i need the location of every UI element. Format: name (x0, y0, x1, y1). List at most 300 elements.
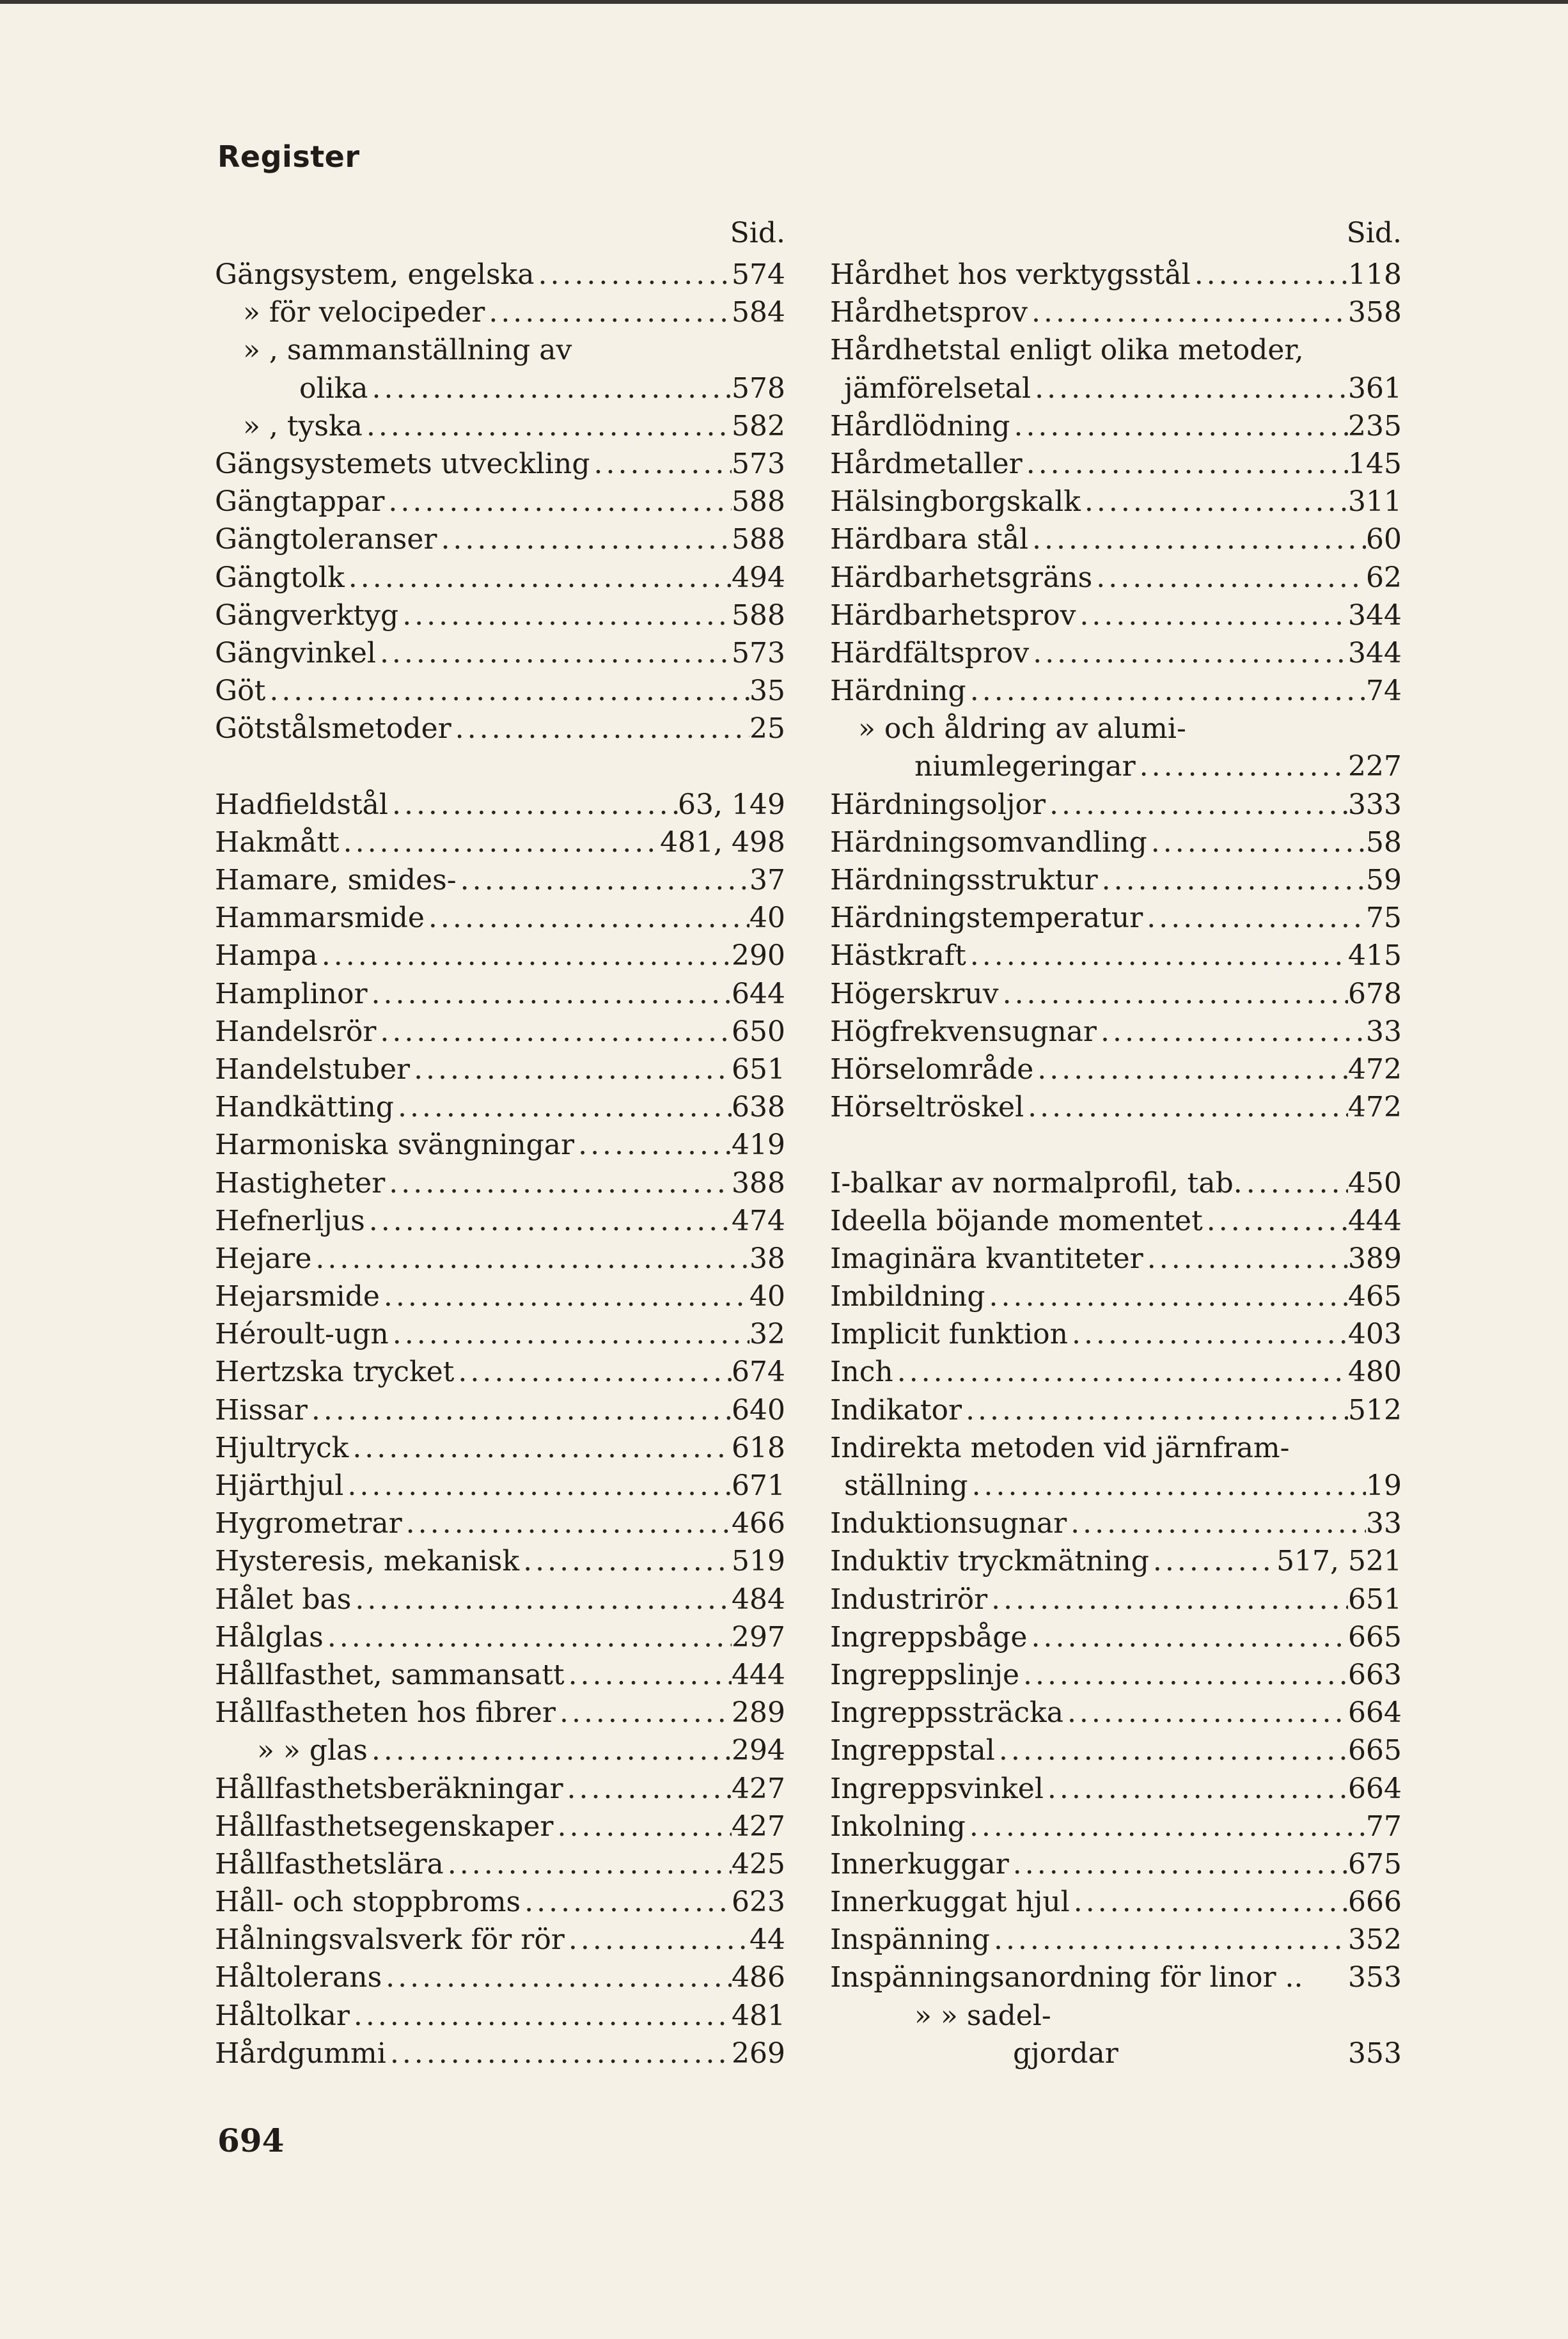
index-term: Hamplinor (215, 977, 368, 1010)
dot-leader (1147, 824, 1366, 861)
index-entry (215, 1315, 785, 1353)
index-page-number: 289 (732, 1696, 785, 1730)
dot-leader (1044, 1770, 1348, 1808)
index-page-number: 60 (1366, 523, 1402, 556)
index-term: Gängtolk (215, 561, 345, 594)
index-entry (215, 1467, 785, 1505)
index-page-number: 512 (1348, 1393, 1402, 1427)
index-entry (215, 1429, 785, 1467)
index-page-number: 361 (1348, 372, 1402, 405)
index-term: Indikator (830, 1393, 962, 1427)
index-entry (215, 1959, 785, 1996)
index-term: jämförelsetal (844, 372, 1031, 405)
index-page-number: 33 (1366, 1015, 1402, 1048)
index-term: Handelsrör (215, 1015, 377, 1048)
index-term: Ideella böjande momentet (830, 1204, 1203, 1237)
index-entry (830, 1013, 1402, 1051)
index-term: Ingreppstal (830, 1734, 995, 1767)
dot-leader (1203, 1202, 1348, 1240)
dot-leader (384, 483, 732, 520)
index-term: gjordar (1013, 2037, 1118, 2070)
index-page-number: 63, 149 (678, 788, 785, 821)
index-entry (830, 710, 1402, 747)
dot-leader (485, 293, 732, 331)
index-term: Hakmått (215, 825, 340, 859)
index-entry (830, 747, 1402, 785)
dot-leader (340, 824, 660, 861)
index-term: Gängvinkel (215, 636, 376, 669)
index-entry (830, 1391, 1402, 1429)
dot-leader (1143, 1240, 1348, 1278)
dot-leader (985, 1278, 1349, 1315)
dot-leader (451, 710, 749, 747)
index-term: Hastigheter (215, 1166, 386, 1200)
index-page-number: 638 (732, 1091, 785, 1124)
dot-leader (437, 520, 732, 558)
index-term: Härdning (830, 675, 966, 708)
index-page-number: 389 (1348, 1242, 1402, 1275)
dot-leader (1068, 1315, 1348, 1353)
index-entry (830, 1542, 1402, 1580)
index-page-number: 59 (1366, 864, 1402, 896)
index-entry (830, 483, 1402, 520)
index-term: Gängverktyg (215, 598, 399, 632)
index-page-number: 472 (1348, 1052, 1402, 1086)
index-entry (215, 1202, 785, 1240)
dot-leader (457, 861, 749, 899)
index-page-number: 663 (1348, 1658, 1402, 1691)
index-term: Hårdlödning (830, 409, 1010, 442)
index-entry (215, 1164, 785, 1202)
dot-leader (1010, 407, 1348, 445)
index-entry (215, 331, 785, 369)
index-entry (215, 1921, 785, 1959)
index-entry (215, 1542, 785, 1580)
index-entry (215, 407, 785, 445)
index-term: Härdningsomvandling (830, 825, 1147, 859)
page-header: Register (217, 139, 360, 174)
index-entry (830, 520, 1402, 558)
index-term: Induktiv tryckmätning (830, 1545, 1149, 1578)
index-entry (215, 1997, 785, 2035)
dot-leader (1143, 899, 1366, 937)
index-entry (215, 597, 785, 634)
dot-leader (350, 1997, 732, 2035)
index-entry (215, 256, 785, 293)
index-term: Hjärthjul (215, 1469, 344, 1502)
index-page-number: 38 (749, 1242, 785, 1275)
dot-leader (1136, 747, 1348, 785)
index-page-number: 444 (732, 1658, 785, 1691)
index-page-number: 651 (732, 1052, 785, 1086)
index-entry (215, 1051, 785, 1088)
index-entry (830, 1164, 1402, 1202)
index-entry (830, 824, 1402, 861)
dot-leader (380, 1278, 749, 1315)
dot-leader (1024, 1088, 1348, 1126)
dot-leader (382, 1959, 732, 1996)
index-page-number: 584 (732, 296, 785, 329)
index-entry (830, 1845, 1402, 1883)
index-page-number: 40 (749, 1280, 785, 1313)
index-entry (830, 899, 1402, 937)
index-term: Hållfasthetslära (215, 1847, 444, 1881)
index-term: Ingreppslinje (830, 1658, 1020, 1691)
index-entry (215, 975, 785, 1013)
index-term: Hårdhetstal enligt olika metoder, (830, 334, 1304, 367)
dot-leader (1070, 1883, 1348, 1921)
index-term: Hållfastheten hos fibrer (215, 1696, 556, 1730)
index-page-number: 294 (732, 1734, 785, 1767)
index-page-number: 40 (749, 902, 785, 935)
index-page-number: 145 (1348, 447, 1402, 480)
dot-leader (966, 937, 1348, 974)
index-term: Hårdhetsprov (830, 296, 1028, 329)
index-entry (215, 1770, 785, 1808)
dot-leader (1063, 1694, 1348, 1732)
index-term: Hejarsmide (215, 1280, 380, 1313)
index-term: » , tyska (243, 409, 363, 442)
index-entry (215, 1845, 785, 1883)
index-entry (215, 370, 785, 407)
index-term: Hygrometrar (215, 1507, 402, 1540)
index-term: Håll- och stoppbroms (215, 1886, 521, 1919)
dot-leader (388, 786, 678, 824)
index-page-number: 58 (1366, 825, 1402, 859)
index-term: Härdbara stål (830, 523, 1029, 556)
dot-leader (1149, 1542, 1276, 1580)
index-term: Hissar (215, 1393, 308, 1427)
dot-leader (343, 1467, 732, 1505)
index-term: » » sadel- (914, 1999, 1051, 2032)
column-head-sid: Sid. (1346, 217, 1402, 249)
index-page-number: 403 (1348, 1318, 1402, 1351)
index-entry (215, 786, 785, 824)
dot-leader (1098, 861, 1366, 899)
index-entry (830, 786, 1402, 824)
index-entry (830, 293, 1402, 331)
dot-leader (962, 1391, 1348, 1429)
index-term: Gängsystemets utveckling (215, 447, 590, 480)
dot-leader (1027, 1618, 1348, 1656)
index-page-number: 450 (1348, 1166, 1402, 1200)
index-entry (215, 1618, 785, 1656)
dot-leader (1191, 256, 1348, 293)
index-page-number: 227 (1348, 750, 1402, 783)
dot-leader (308, 1391, 732, 1429)
index-entry (830, 2035, 1402, 2072)
index-entry (830, 1656, 1402, 1694)
dot-leader (1097, 1013, 1366, 1051)
dot-leader (1092, 559, 1366, 597)
page-number: 694 (217, 2122, 285, 2159)
index-term: Innerkuggat hjul (830, 1886, 1070, 1919)
index-page-number: 465 (1348, 1280, 1402, 1313)
dot-leader (968, 1467, 1366, 1505)
index-entry (830, 937, 1402, 974)
index-entry (830, 1808, 1402, 1845)
index-page-number: 665 (1348, 1620, 1402, 1654)
index-entry (830, 1051, 1402, 1088)
index-page-number: 353 (1348, 1961, 1402, 1994)
index-page-number: 675 (1348, 1847, 1402, 1881)
index-entry (830, 1467, 1402, 1505)
index-term: Imbildning (830, 1280, 985, 1313)
index-entry (830, 1921, 1402, 1959)
index-term: Hadfieldstål (215, 788, 388, 821)
index-entry (830, 1088, 1402, 1126)
index-entry (215, 634, 785, 672)
index-page-number: 588 (732, 485, 785, 519)
index-term: Inkolning (830, 1810, 966, 1843)
index-term: Härdbarhetsprov (830, 598, 1076, 632)
index-page-number: 640 (732, 1393, 785, 1427)
index-entry (830, 597, 1402, 634)
index-entry (215, 483, 785, 520)
index-page-number: 269 (732, 2037, 785, 2070)
index-term: Inspänningsanordning för linor .. (830, 1961, 1303, 1994)
index-term: Hårdmetaller (830, 447, 1023, 480)
index-page-number: 425 (732, 1847, 785, 1881)
index-entry (215, 710, 785, 747)
index-page-number: 74 (1366, 675, 1402, 708)
dot-leader (1046, 786, 1348, 824)
dot-leader (987, 1581, 1348, 1618)
index-page-number: 37 (749, 864, 785, 896)
index-page-number: 481 (732, 1999, 785, 2032)
index-term: Hårdgummi (215, 2037, 386, 2070)
index-section-gap (215, 747, 785, 785)
index-page-number: 44 (749, 1923, 785, 1957)
index-page-number: 311 (1348, 485, 1402, 519)
index-page-number: 419 (732, 1129, 785, 1162)
index-entry (830, 559, 1402, 597)
index-page-number: 19 (1366, 1469, 1402, 1502)
dot-leader (553, 1808, 732, 1845)
index-entry (215, 1278, 785, 1315)
index-page-number: 651 (1348, 1583, 1402, 1616)
dot-leader (1243, 1164, 1348, 1202)
dot-leader (363, 407, 732, 445)
index-entry (215, 861, 785, 899)
index-page-number: 290 (732, 939, 785, 973)
dot-leader (995, 1732, 1348, 1769)
index-page-number: 480 (1348, 1356, 1402, 1389)
index-term: olika (299, 372, 368, 405)
index-entry (215, 1505, 785, 1542)
dot-leader (966, 672, 1366, 710)
index-term: Håltolkar (215, 1999, 350, 2032)
index-term: Hamare, smides- (215, 864, 457, 896)
dot-leader (368, 975, 732, 1013)
dot-leader (349, 1429, 732, 1467)
index-page-number: 344 (1348, 598, 1402, 632)
dot-leader (1033, 1051, 1348, 1088)
dot-leader (385, 1164, 732, 1202)
dot-leader (519, 1542, 732, 1580)
dot-leader (565, 1656, 732, 1694)
index-entry (215, 824, 785, 861)
dot-leader (386, 2035, 732, 2072)
index-term: Hörseltröskel (830, 1091, 1024, 1124)
index-entry (215, 445, 785, 483)
dot-leader (534, 256, 732, 293)
index-entry (830, 445, 1402, 483)
index-term: Héroult-ugn (215, 1318, 389, 1351)
index-entry (215, 899, 785, 937)
index-term: » » glas (257, 1734, 368, 1767)
index-entry (830, 1505, 1402, 1542)
index-term: Göt (215, 675, 266, 708)
index-term: Inch (830, 1356, 893, 1389)
index-page-number: 574 (732, 258, 785, 291)
index-entry (215, 520, 785, 558)
index-term: Imaginära kvantiteter (830, 1242, 1143, 1275)
index-page-number: 25 (749, 712, 785, 746)
index-term: ställning (844, 1469, 968, 1502)
index-term: Härdbarhetsgräns (830, 561, 1093, 594)
dot-leader (410, 1051, 732, 1088)
index-page-number: 644 (732, 977, 785, 1010)
index-entry (215, 293, 785, 331)
dot-leader (1067, 1505, 1366, 1542)
index-term: Gängtappar (215, 485, 385, 519)
column-head-sid: Sid. (730, 217, 785, 249)
index-term: Hållfasthet, sammansatt (215, 1658, 565, 1691)
index-entry (215, 1581, 785, 1618)
index-page-number: 671 (732, 1469, 785, 1502)
index-page-number: 664 (1348, 1772, 1402, 1805)
dot-leader (1081, 483, 1348, 520)
index-entry (215, 1883, 785, 1921)
index-term: Industrirör (830, 1583, 988, 1616)
index-entry (830, 1618, 1402, 1656)
index-page-number: 484 (732, 1583, 785, 1616)
dot-leader (556, 1694, 732, 1732)
dot-leader (521, 1883, 732, 1921)
index-entry (215, 1353, 785, 1391)
index-term: Hampa (215, 939, 318, 973)
index-term: Hammarsmide (215, 902, 425, 935)
index-entry (830, 407, 1402, 445)
index-term: I-balkar av normalprofil, tab. (830, 1166, 1243, 1200)
dot-leader (265, 672, 749, 710)
index-page-number: 582 (732, 409, 785, 442)
index-term: Härdningsstruktur (830, 864, 1098, 896)
index-page-number: 415 (1348, 939, 1402, 973)
dot-leader (324, 1618, 732, 1656)
index-page-number: 674 (732, 1356, 785, 1389)
index-term: Induktionsugnar (830, 1507, 1067, 1540)
dot-leader (893, 1353, 1348, 1391)
index-entry (830, 1959, 1402, 1996)
index-term: Indirekta metoden vid järnfram- (830, 1431, 1290, 1464)
index-page-number: 75 (1366, 902, 1402, 935)
dot-leader (376, 634, 732, 672)
index-term: Ingreppsvinkel (830, 1772, 1044, 1805)
index-page-number: 665 (1348, 1734, 1402, 1767)
dot-leader (394, 1088, 732, 1126)
dot-leader (318, 937, 732, 974)
dot-leader (1076, 597, 1348, 634)
index-entry (830, 634, 1402, 672)
index-entry (215, 1732, 785, 1769)
index-entry (830, 975, 1402, 1013)
index-page-number: 388 (732, 1166, 785, 1200)
index-term: Hållfasthetsegenskaper (215, 1810, 554, 1843)
index-entry (830, 1429, 1402, 1467)
index-term: Harmoniska svängningar (215, 1129, 575, 1162)
index-term: Högerskruv (830, 977, 999, 1010)
index-entry (215, 1391, 785, 1429)
index-page-number: 33 (1366, 1507, 1402, 1540)
index-page-number: 427 (732, 1810, 785, 1843)
index-entry (830, 1202, 1402, 1240)
index-entry (830, 861, 1402, 899)
index-term: Hörselområde (830, 1052, 1034, 1086)
index-term: Härdningsoljor (830, 788, 1046, 821)
index-page-number: 623 (732, 1886, 785, 1919)
index-term: Ingreppsbåge (830, 1620, 1028, 1654)
index-entry (830, 1883, 1402, 1921)
index-page-number: 352 (1348, 1923, 1402, 1957)
index-term: » för velocipeder (243, 296, 485, 329)
index-page-number: 466 (732, 1507, 785, 1540)
dot-leader (1028, 520, 1366, 558)
index-term: Hållfasthetsberäkningar (215, 1772, 563, 1805)
index-entry (830, 1770, 1402, 1808)
index-page-number: 486 (732, 1961, 785, 1994)
index-term: Hålglas (215, 1620, 324, 1654)
index-term: Högfrekvensugnar (830, 1015, 1097, 1048)
index-entries-left (215, 256, 785, 2072)
index-page-number: 650 (732, 1015, 785, 1048)
index-entry (830, 1732, 1402, 1769)
index-term: » och åldring av alumi- (858, 712, 1186, 746)
index-term: Hårdhet hos verktygsstål (830, 258, 1191, 291)
index-page-number: 664 (1348, 1696, 1402, 1730)
index-entry (830, 672, 1402, 710)
index-section-gap (830, 1126, 1402, 1164)
index-term: Hästkraft (830, 939, 966, 973)
index-term: Hertzska trycket (215, 1356, 455, 1389)
index-entry (830, 1353, 1402, 1391)
dot-leader (590, 445, 732, 483)
index-term: Gängtoleranser (215, 523, 437, 556)
index-page-number: 578 (732, 372, 785, 405)
dot-leader (574, 1126, 732, 1164)
index-page-number: 297 (732, 1620, 785, 1654)
index-term: Håltolerans (215, 1961, 382, 1994)
dot-leader (1023, 445, 1348, 483)
index-page-number: 481, 498 (660, 825, 785, 859)
index-page-number: 618 (732, 1431, 785, 1464)
dot-leader (402, 1505, 732, 1542)
index-term: Gängsystem, engelska (215, 258, 535, 291)
index-term: Hälsingborgskalk (830, 485, 1081, 519)
dot-leader (425, 899, 749, 937)
index-page-number: 472 (1348, 1091, 1402, 1124)
index-page-number: 474 (732, 1204, 785, 1237)
dot-leader (368, 370, 732, 407)
index-entry (830, 370, 1402, 407)
index-page-number: 588 (732, 523, 785, 556)
dot-leader (444, 1845, 732, 1883)
index-term: Ingreppssträcka (830, 1696, 1063, 1730)
index-term: Implicit funktion (830, 1318, 1069, 1351)
index-entry (830, 256, 1402, 293)
index-page-number: 344 (1348, 636, 1402, 669)
